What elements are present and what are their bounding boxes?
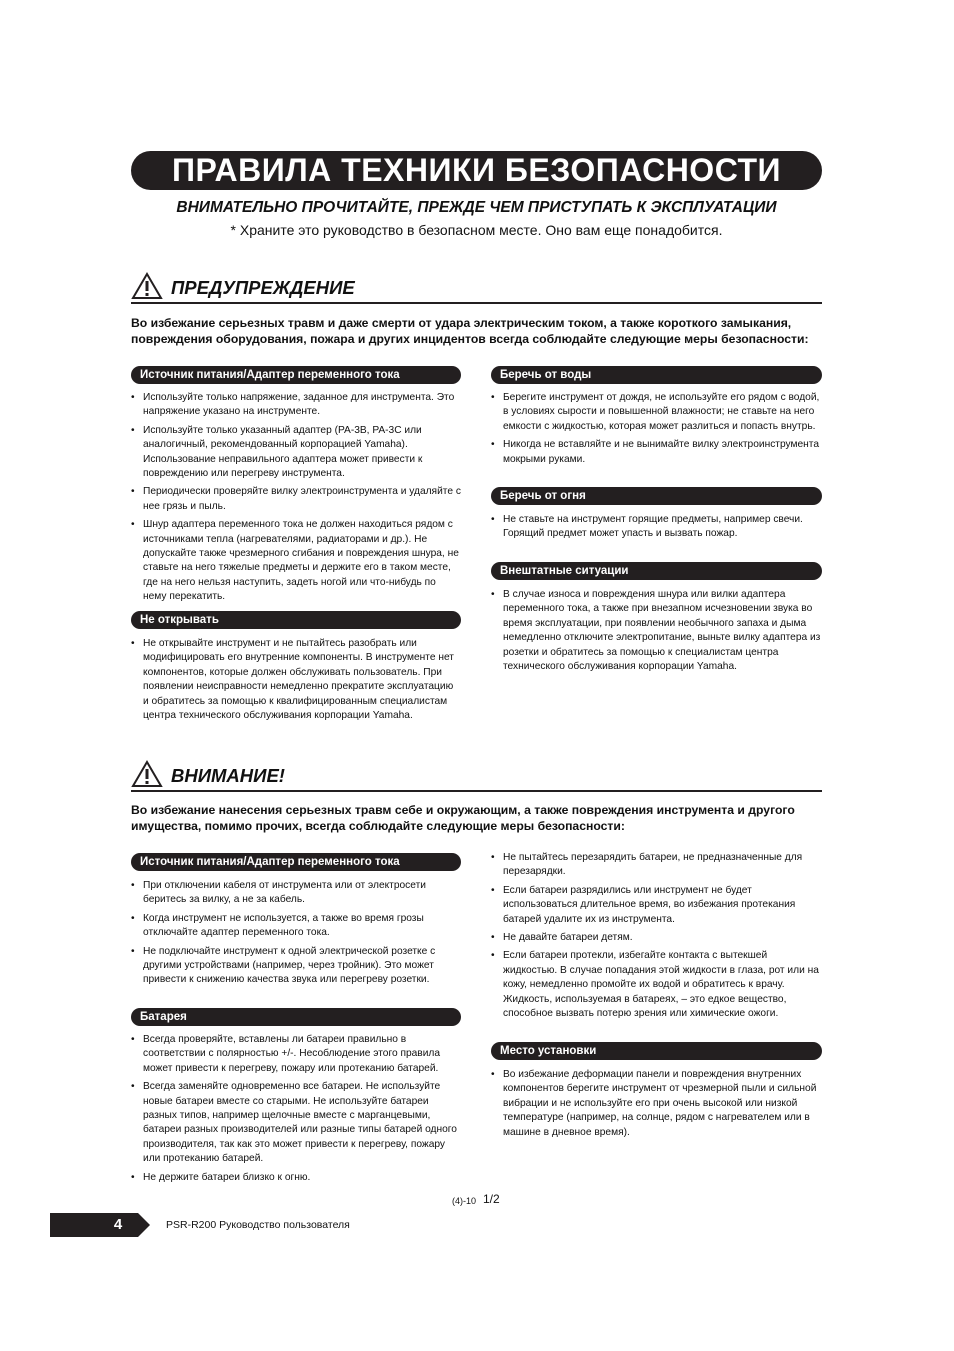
fire-list (491, 513, 822, 546)
location-title: Место установки (491, 1042, 822, 1060)
location-list (491, 1068, 822, 1144)
list-item: • Периодически проверяйте вилку электроинструмента и удаляйте с нее грязь и пыль. (131, 485, 461, 514)
list-item: • Не держите батареи близко к огню. (131, 1171, 461, 1185)
list-item: • Никогда не вставляйте и не вынимайте вилку электроинструмента мокрыми руками. (491, 438, 822, 467)
list-item: • Не ставьте на инструмент горящие предметы, например свечи. Горящий предмет может упасть и вызвать пожар. (491, 513, 822, 542)
caution-lead: Во избежание нанесения серьезных травм себе и окружающим, а также повреждения инструмента и другого имущества, помимо прочих, всегда соблюдайте следующие меры безопасности: (131, 803, 795, 833)
water-title: Беречь от воды (491, 366, 822, 384)
list-item: • Во избежание деформации панели и повреждения внутренних компонентов берегите инструмент от чрезмерной пыли и сильной вибрации и не используйте его при очень высокой или низкой температуре (например, на солнце, рядом с нагревателем или в машине в дневное время). (491, 1068, 822, 1140)
caution-power-title: Источник питания/Адаптер переменного тока (131, 853, 461, 871)
water-list (491, 391, 822, 471)
list-item: • При отключении кабеля от инструмента или от электросети беритесь за вилку, а не за кабель. (131, 879, 461, 908)
doc-code: (4)-10 (452, 1196, 477, 1206)
doc-fraction: 1/2 (483, 1192, 500, 1206)
caution-power-list (131, 879, 461, 992)
list-item: • Не подключайте инструмент к одной электрической розетке с другими устройствами (например, через тройник). Это может привести к снижению качества звука или перегреву розетки. (131, 945, 461, 988)
list-item: • Если батареи разрядились или инструмент не будет использоваться длительное время, во избежания протекания батарей удалите их из инструмента. (491, 884, 822, 927)
warning-power-list (131, 391, 461, 609)
list-item: • Когда инструмент не используется, а также во время грозы отключайте адаптер переменного тока. (131, 912, 461, 941)
list-item: • Используйте только напряжение, заданное для инструмента. Это напряжение указано на инструменте. (131, 391, 461, 420)
keep-manual-note: * Храните это руководство в безопасном месте. Оно вам еще понадобится. (230, 222, 723, 238)
warning-lead: Во избежание серьезных травм и даже смерти от удара электрическим током, а также короткого замыкания, повреждения оборудования, пожара и других инцидентов всегда соблюдайте следующие меры безопасности: (131, 316, 809, 346)
warning-power-title: Источник питания/Адаптер переменного тока (131, 366, 461, 384)
battery-more-list (491, 851, 822, 1025)
list-item: • Используйте только указанный адаптер (PA-3B, PA-3C или аналогичный, рекомендованный корпорацией Yamaha). Использование неправильного адаптера может привести к повреждению или перегреву инструмента. (131, 424, 461, 482)
list-item: • Всегда проверяйте, вставлены ли батареи правильно в соответствии с полярностью +/-. Несоблюдение этого правила может привести к перегреву, пожару или протеканию батарей. (131, 1033, 461, 1076)
list-item: • Всегда заменяйте одновременно все батареи. Не используйте новые батареи вместе со старыми. Не используйте батареи разных типов, например щелочные вместе с марганцевыми, батареи разных производителей или разные типы батарей одного производителя, так как это может привести к перегреву, пожару или протеканию батарей. (131, 1080, 461, 1166)
caution-heading: ВНИМАНИЕ! (171, 765, 285, 786)
manual-name: PSR-R200 Руководство пользователя (166, 1219, 350, 1231)
emergency-title: Внештатные ситуации (491, 562, 822, 580)
page-title: ПРАВИЛА ТЕХНИКИ БЕЗОПАСНОСТИ (131, 151, 822, 190)
list-item: • Шнур адаптера переменного тока не должен находиться рядом с источниками тепла (нагревателями, радиаторами и др.). Не допускайте также чрезмерного сгибания и повреждения шнура, не ставьте на него тяжелые предметы и держите его в таком месте, где на него нельзя наступить, задеть ногой или что-нибудь по нему перекатить. (131, 518, 461, 604)
caution-section-header (131, 760, 822, 792)
battery-title: Батарея (131, 1008, 461, 1026)
battery-list (131, 1033, 461, 1189)
warning-section-header (131, 272, 822, 304)
no-open-list (131, 637, 461, 727)
emergency-list (491, 588, 822, 678)
list-item: • Если батареи протекли, избегайте контакта с вытекшей жидкостью. В случае попадания этой жидкости в глаза, рот или на кожу, немедленно промойте их водой и обратитесь к врачу. Жидкость, используемая в батареях, – это едкое вещество, способное вызвать потерю зрения или химические ожоги. (491, 949, 822, 1021)
page-subtitle: ВНИМАТЕЛЬНО ПРОЧИТАЙТЕ, ПРЕЖДЕ ЧЕМ ПРИСТУПАТЬ К ЭКСПЛУАТАЦИИ (176, 199, 777, 216)
list-item: • Не открывайте инструмент и не пытайтесь разобрать или модифицировать его внутренние компоненты. В инструменте нет компонентов, которые должен обслуживать пользователь. При появлении неисправности немедленно прекратите эксплуатацию и обратитесь за помощью к квалифицированным специалистам центра технического обслуживания корпорации Yamaha. (131, 637, 461, 723)
fire-title: Беречь от огня (491, 487, 822, 505)
list-item: • В случае износа и повреждения шнура или вилки адаптера переменного тока, а также при внезапном исчезновении звука во время эксплуатации, при появлении необычного запаха и дыма немедленно отключите электропитание, выньте вилку адаптера из розетки и обратитесь за помощью к специалистам центра технического обслуживания корпорации Yamaha. (491, 588, 822, 674)
caution-triangle-icon (131, 760, 163, 788)
list-item: • Не пытайтесь перезарядить батареи, не предназначенные для перезарядки. (491, 851, 822, 880)
warning-heading: ПРЕДУПРЕЖДЕНИЕ (171, 277, 355, 298)
no-open-title: Не открывать (131, 611, 461, 629)
warning-triangle-icon (131, 272, 163, 300)
list-item: • Берегите инструмент от дождя, не используйте его рядом с водой, в условиях сырости и повышенной влажности; не ставьте на него емкости с жидкостью, которая может разлиться и попасть внутрь. (491, 391, 822, 434)
list-item: • Не давайте батареи детям. (491, 931, 822, 945)
page-number: 4 (113, 1216, 123, 1233)
